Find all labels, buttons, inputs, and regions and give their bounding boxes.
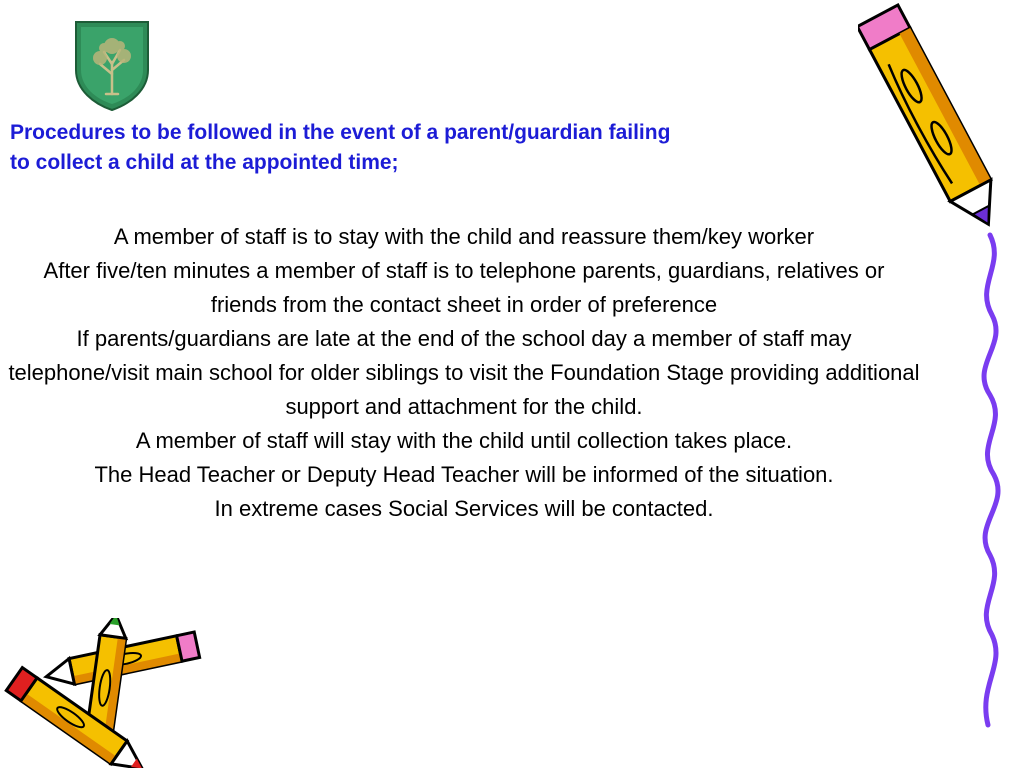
squiggle-line-icon xyxy=(960,230,1010,730)
procedure-item: After five/ten minutes a member of staff is to telephone parents, guardians, relatives or friends from the contact sheet in order of preference xyxy=(43,258,885,317)
procedure-item: The Head Teacher or Deputy Head Teacher will be informed of the situation. xyxy=(94,462,834,487)
procedure-item: A member of staff is to stay with the child and reassure them/key worker xyxy=(113,224,815,249)
crossed-pencils-icon xyxy=(0,618,210,768)
procedure-item: In extreme cases Social Services will be contacted. xyxy=(214,496,714,521)
school-crest-icon xyxy=(72,18,152,112)
page-title xyxy=(10,118,915,178)
title-line-2: to collect a child at the appointed time; xyxy=(10,151,399,174)
title-line-1: Procedures to be followed in the event of a parent/guardian failing xyxy=(10,121,671,144)
procedure-list xyxy=(8,220,920,526)
procedure-item: A member of staff will stay with the child until collection takes place. xyxy=(135,428,793,453)
pencil-icon xyxy=(858,0,1008,245)
procedure-item: If parents/guardians are late at the end of the school day a member of staff may telephone/visit main school for older siblings to visit the Foundation Stage providing additional support and attachment for the child. xyxy=(8,326,920,419)
